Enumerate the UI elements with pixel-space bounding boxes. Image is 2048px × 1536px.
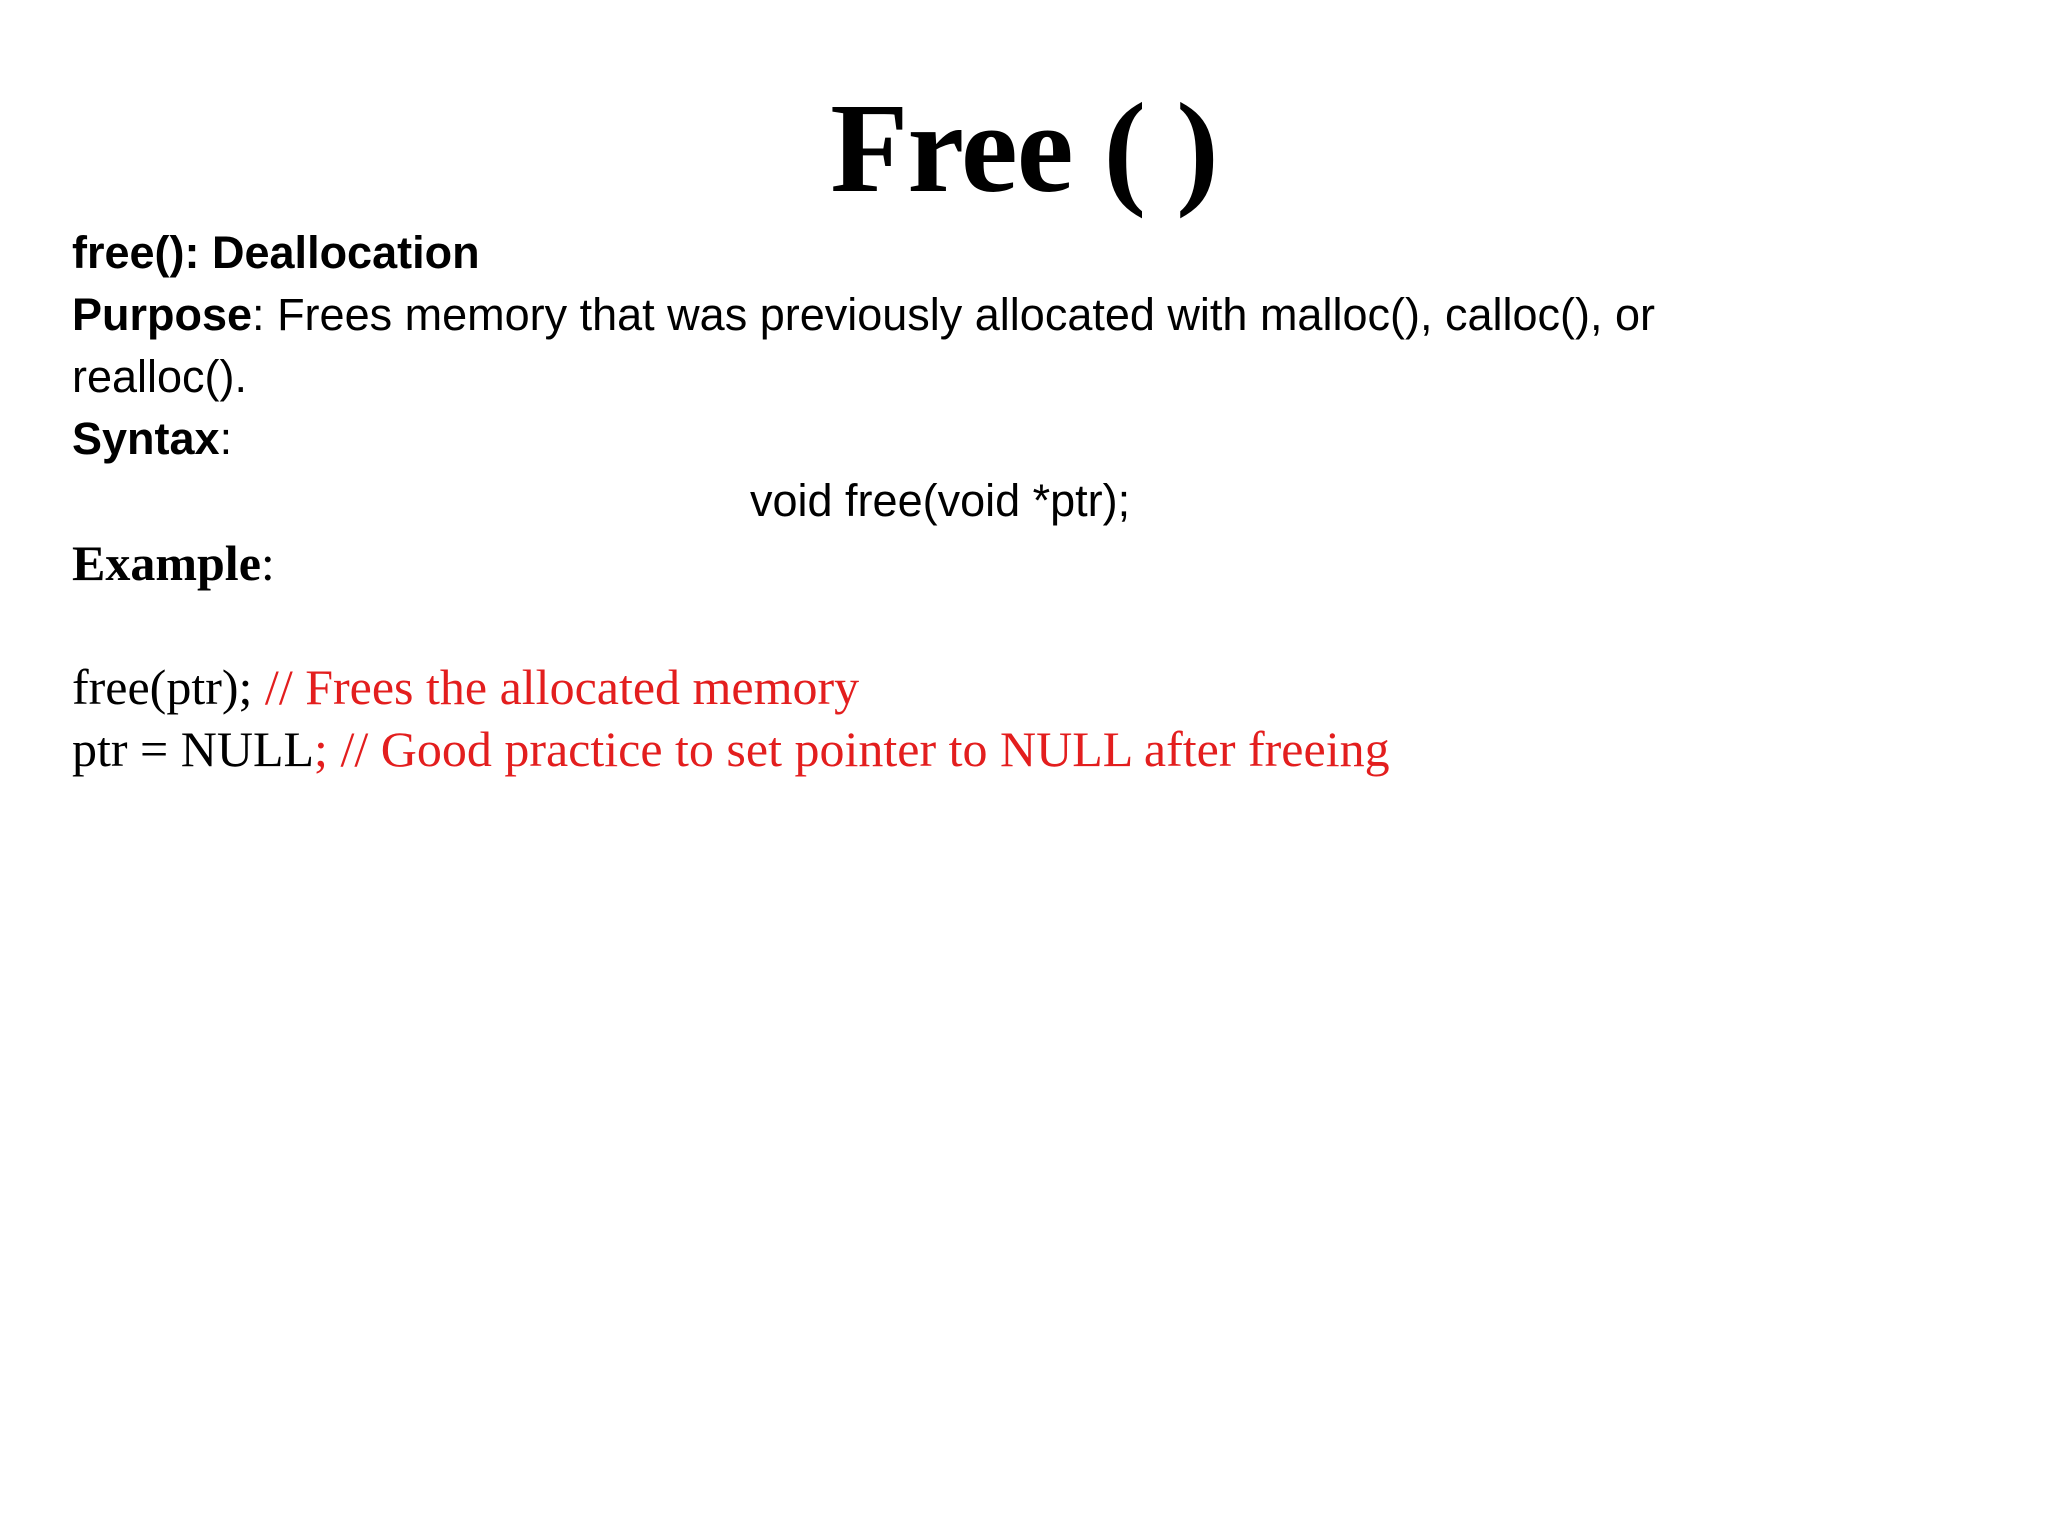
blank-line <box>72 594 1932 656</box>
purpose-separator: : <box>252 289 265 340</box>
example-separator: : <box>260 535 275 591</box>
example-label: Example <box>72 535 261 591</box>
syntax-code: void free(void *ptr); <box>750 475 1131 526</box>
example-code: ptr = NULL <box>72 721 315 777</box>
purpose-label: Purpose <box>72 289 253 340</box>
example-heading <box>72 532 1932 594</box>
syntax-separator: : <box>219 413 233 464</box>
example-code-line <box>72 718 1932 780</box>
example-comment: // Frees the allocated memory <box>264 659 860 715</box>
purpose-text: Frees memory that was previously allocated with malloc(), calloc(), or realloc(). <box>72 289 1668 402</box>
example-code: free(ptr); <box>72 659 265 715</box>
slide-body <box>72 222 1932 780</box>
syntax-label: Syntax <box>72 413 220 464</box>
section-heading: free(): Deallocation <box>72 227 480 278</box>
purpose-paragraph <box>72 284 1772 408</box>
example-comment: ; // Good practice to set pointer to NULL after freeing <box>314 721 1390 777</box>
example-code-line <box>72 656 1932 718</box>
slide-title: Free ( ) <box>830 77 1218 219</box>
syntax-heading <box>72 408 1932 470</box>
